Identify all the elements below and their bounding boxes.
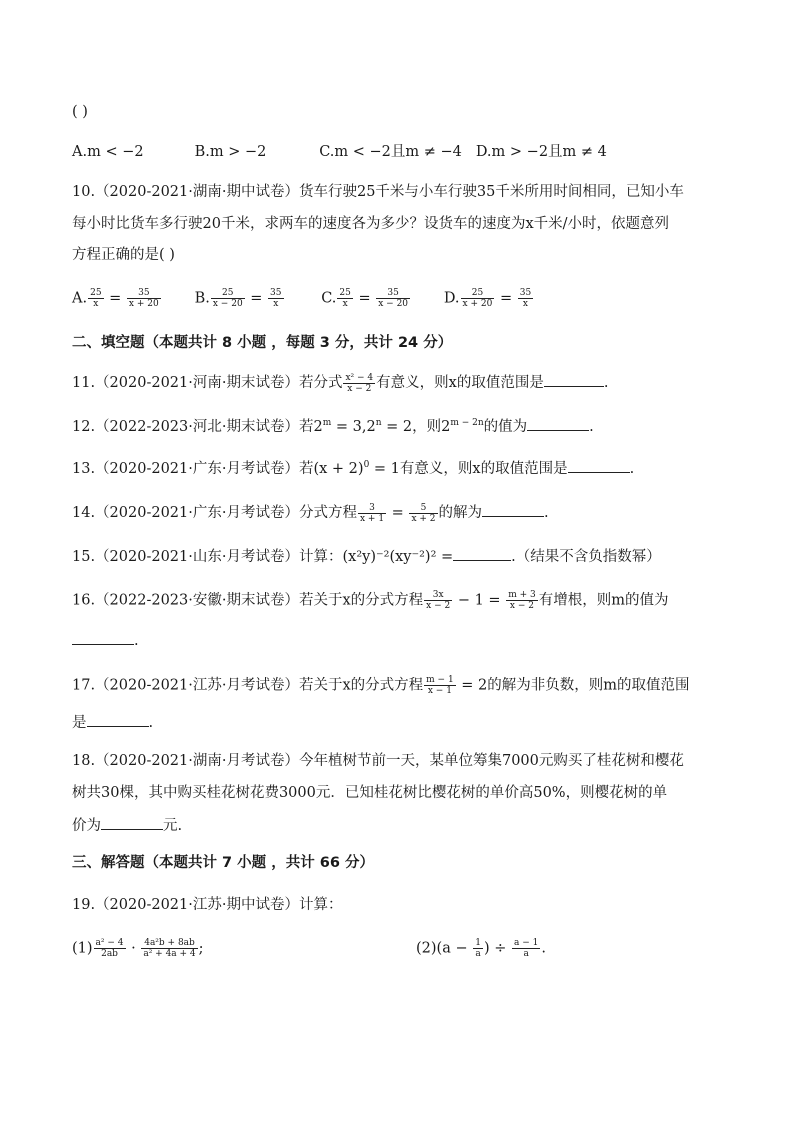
period: . (134, 633, 139, 649)
fraction (94, 938, 126, 959)
q18-line-2: 树共30棵，其中购买桂花树花费3000元．已知桂花树比樱花树的单价高50%，则樱花树的单 (72, 785, 668, 801)
q16 (72, 590, 668, 611)
q12 (72, 416, 594, 437)
q14: 14.（2020-2021·广东·月考试卷）分式方程 $\frac{3}{x + 1}$ = $\frac{5}{x + 2}$ 的解为 . (72, 502, 549, 524)
q17-line-2 (72, 712, 153, 733)
q10-line-1: 10.（2020-2021·湖南·期中试卷）货车行驶25千米与小车行驶35千米所用时间相同，已知小车 (72, 184, 684, 200)
option-label: C. (321, 290, 337, 307)
numerator: a² − 4 (95, 938, 124, 948)
exponent: n (375, 418, 382, 429)
numerator: 25 (461, 288, 495, 299)
q11-text-2: 有意义，则x的取值范围是 (376, 375, 544, 391)
q13-text-2: = 1有意义，则x的取值范围是 (369, 461, 568, 477)
period: . (544, 505, 549, 521)
q9-option-b: B.m > −2 (194, 144, 267, 160)
denominator: x − 2 (509, 601, 534, 611)
fraction (424, 675, 456, 696)
denominator: x − 1 (427, 686, 452, 696)
fraction (127, 288, 161, 309)
answer-parenthesis: ( ) (72, 104, 88, 120)
answer-blank[interactable] (453, 546, 511, 561)
denominator: x (522, 299, 528, 309)
numerator: 25 (339, 288, 351, 298)
fraction (211, 288, 245, 309)
q10-option-d: D. $\frac{25}{x + 20}$ = $\frac{35}{x}$ (443, 288, 532, 309)
q19-line-1: 19.（2020-2021·江苏·期中试卷）计算： (72, 897, 343, 913)
q12-text: 12.（2022-2023·河北·期末试卷）若2 (72, 419, 323, 435)
denominator: x − 20 (212, 299, 243, 309)
numerator: 1 (475, 938, 481, 948)
q15-text-2: .（结果不含负指数幂） (511, 549, 661, 565)
denominator: x + 20 (462, 299, 493, 309)
q12-text-3: = 2，则2 (381, 419, 451, 435)
denominator: a² + 4a + 4 (143, 949, 196, 959)
denominator: a (523, 949, 529, 959)
numerator: 35 (127, 288, 161, 299)
q10-option-c: C. $\frac{25}{x}$ = $\frac{35}{x - 20}$ (321, 288, 409, 309)
numerator: 35 (270, 288, 282, 298)
part-label: (1) (72, 940, 93, 957)
q18-line-1: 18.（2020-2021·湖南·月考试卷）今年植树节前一天，某单位筹集7000元购买了桂花树和樱花 (72, 753, 684, 769)
numerator: 4a²b + 8ab (141, 938, 197, 949)
part-label: (2) (416, 940, 437, 957)
q9-options (72, 142, 607, 162)
numerator: m − 1 (426, 675, 454, 685)
q16-text: 16.（2022-2023·安徽·期末试卷）若关于x的分式方程 (72, 592, 424, 609)
q10-line-3: 方程正确的是( ) (72, 247, 175, 263)
q11-text: 11.（2020-2021·河南·期末试卷）若分式 (72, 375, 343, 391)
option-label: D. (443, 290, 460, 307)
denominator: 2ab (101, 949, 118, 959)
denominator: x (93, 299, 99, 309)
q9-option-c: C.m < −2且m ≠ −4 (319, 144, 462, 160)
q12-text-2: = 3,2 (331, 419, 376, 435)
numerator: 25 (211, 288, 245, 299)
q15-text: 15.（2020-2021·山东·月考试卷）计算：(x²y)⁻²(xy⁻²)² = (72, 549, 454, 565)
numerator: 25 (90, 288, 102, 298)
q17 (72, 675, 690, 696)
answer-blank[interactable] (87, 712, 149, 727)
option-label: A. (72, 290, 88, 307)
numerator: 3x (424, 590, 452, 601)
q9-option-d: D.m > −2且m ≠ 4 (475, 144, 607, 160)
q19-part-1: (1) $\frac{\text{a² − 4}}{2ab}$ · $\frac{\text{4a²b + 8ab}}{\text{a² + 4a + 4}}$ ; (72, 938, 204, 959)
q16-text-3: 有增根，则m的值为 (538, 592, 669, 609)
fraction (512, 938, 540, 959)
denominator: x − 2 (347, 383, 372, 394)
numerator: 35 (376, 288, 410, 299)
q11 (72, 372, 608, 394)
numerator: x² − 4 (345, 372, 374, 383)
denominator: x − 20 (378, 299, 409, 309)
answer-blank[interactable] (101, 815, 163, 830)
fraction (506, 590, 538, 611)
answer-blank[interactable] (72, 630, 134, 645)
numerator: m + 3 (508, 590, 536, 600)
q13 (72, 458, 634, 479)
q10-options (72, 288, 534, 309)
q14-text: 14.（2020-2021·广东·月考试卷）分式方程 (72, 505, 357, 521)
fraction (376, 288, 410, 309)
expression-2: ) ÷ (483, 940, 511, 957)
period: . (541, 940, 546, 957)
denominator: x + 20 (128, 299, 159, 309)
exponent: 0 (363, 460, 370, 471)
q15 (72, 546, 661, 567)
q18-line-3 (72, 815, 182, 836)
fraction (473, 938, 483, 959)
fraction (409, 503, 437, 524)
q18-text-2: 元. (163, 818, 183, 834)
answer-blank[interactable] (527, 416, 589, 431)
q18-text: 价为 (72, 818, 101, 834)
q12-text-4: 的值为 (483, 419, 528, 435)
fraction (88, 288, 103, 309)
denominator: x + 2 (411, 513, 436, 524)
answer-blank[interactable] (568, 458, 630, 473)
section-2-heading: 二、填空题（本题共计 8 小题 ，每题 3 分，共计 24 分） (72, 335, 453, 351)
answer-blank[interactable] (482, 502, 544, 517)
period: . (589, 419, 594, 435)
semicolon: ; (198, 940, 204, 957)
denominator: x (273, 299, 279, 309)
denominator: x (342, 299, 348, 309)
answer-blank[interactable] (544, 372, 604, 387)
section-3-heading: 三、解答题（本题共计 7 小题 ，共计 66 分） (72, 855, 375, 871)
period: . (603, 375, 609, 391)
option-label: B. (194, 290, 210, 307)
q10-line-2: 每小时比货车多行驶20千米，求两车的速度各为多少？设货车的速度为x千米/小时，依题意列 (72, 216, 670, 232)
fraction (343, 373, 375, 394)
denominator: x + 1 (359, 513, 385, 524)
period: . (629, 461, 635, 477)
fraction (424, 590, 452, 611)
q17-text-3: 是 (72, 715, 87, 731)
fraction (268, 288, 283, 309)
denominator: x − 2 (426, 601, 451, 611)
q16-text-2: − 1 = (453, 592, 506, 609)
period: . (148, 715, 154, 731)
exponent: m (322, 418, 332, 429)
q13-text: 13.（2020-2021·广东·月考试卷）若(x + 2) (72, 461, 364, 477)
numerator: a − 1 (513, 938, 539, 948)
q10-option-a: A. $\frac{25}{x}$ = $\frac{35}{x + 20}$ (72, 288, 159, 309)
q16-line-2 (72, 630, 139, 651)
q10-option-b: B. $\frac{25}{x - 20}$ = $\frac{35}{x}$ (194, 288, 282, 309)
q17-text: 17.（2020-2021·江苏·月考试卷）若关于x的分式方程 (72, 677, 424, 694)
q9-option-a: A.m < −2 (72, 144, 144, 160)
fraction (358, 503, 386, 524)
fraction (518, 288, 533, 309)
fraction (461, 288, 495, 309)
q14-text-2: 的解为 (438, 505, 483, 521)
denominator: a (475, 949, 481, 959)
fraction (337, 288, 352, 309)
numerator: 3 (358, 503, 386, 514)
exponent: m − 2n (450, 418, 484, 429)
fraction (141, 938, 197, 959)
expression: (a − (436, 940, 473, 957)
q17-text-2: = 2的解为非负数，则m的取值范围 (456, 677, 690, 694)
q19-part-2 (416, 938, 546, 959)
numerator: 35 (519, 288, 532, 298)
numerator: 5 (409, 503, 437, 514)
